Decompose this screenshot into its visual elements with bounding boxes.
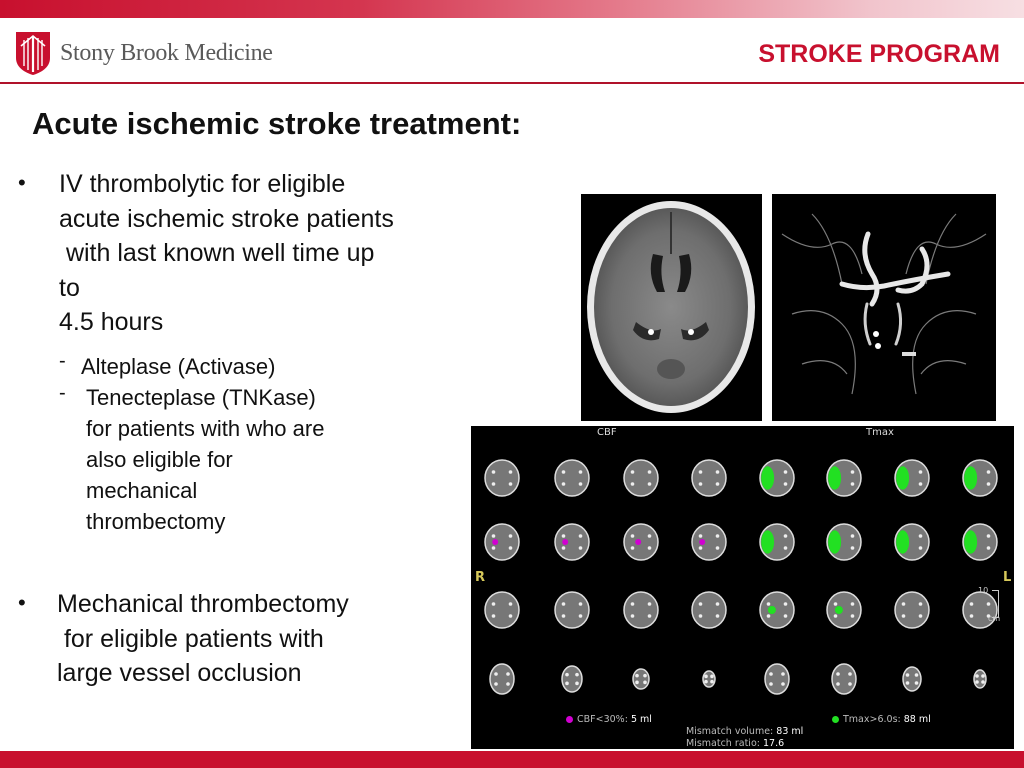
perfusion-slice	[490, 664, 514, 694]
perfusion-slice	[624, 460, 658, 496]
subitem-2-line-1: Tenecteplase (TNKase)	[86, 385, 316, 410]
bullet-2-text	[57, 587, 349, 691]
subitem-2-line-3: also eligible for	[86, 447, 233, 472]
bullet-1-line-3: with last known well time up	[59, 239, 375, 267]
scale-unit: cm	[988, 614, 1001, 623]
slide-title: Acute ischemic stroke treatment:	[32, 106, 522, 141]
mismatch-volume-label: Mismatch volume:	[686, 726, 774, 737]
perfusion-slice	[827, 524, 861, 560]
program-title: STROKE PROGRAM	[758, 40, 1000, 68]
mismatch-volume	[686, 726, 803, 737]
legend-cbf-value: 5 ml	[630, 714, 652, 725]
perfusion-slice	[827, 592, 861, 628]
tmax-dot-icon	[832, 716, 839, 723]
subitem-2	[86, 382, 324, 537]
perfusion-slice	[827, 460, 861, 496]
perfusion-slice	[974, 670, 986, 688]
bottom-bar	[0, 751, 1024, 768]
perfusion-slices	[471, 426, 1014, 749]
scale-value: 10	[978, 586, 989, 595]
perfusion-slice	[692, 592, 726, 628]
perfusion-slice	[624, 592, 658, 628]
cta-angiography-image	[772, 194, 996, 421]
perfusion-slice	[760, 524, 794, 560]
mismatch-ratio-label: Mismatch ratio:	[686, 738, 760, 749]
bullet-1-line-2: acute ischemic stroke patients	[59, 204, 394, 233]
vessels-icon	[772, 194, 996, 421]
mismatch-volume-value: 83 ml	[776, 726, 804, 737]
perfusion-slice	[485, 460, 519, 496]
bullet-2-line-2: for eligible patients with	[57, 624, 324, 653]
perfusion-panel	[471, 426, 1014, 749]
perfusion-slice	[760, 592, 794, 628]
perfusion-slice	[895, 524, 929, 560]
legend-tmax	[832, 714, 931, 725]
top-stripe	[0, 0, 1024, 18]
bullet-2-line-3: large vessel occlusion	[57, 659, 302, 687]
shield-logo-icon	[14, 30, 52, 76]
perfusion-slice	[485, 592, 519, 628]
header	[0, 18, 1024, 82]
mismatch-ratio	[686, 738, 784, 749]
perfusion-slice	[633, 669, 649, 689]
bullet-2-line-1: Mechanical thrombectomy	[57, 590, 349, 618]
subitem-2-line-5: thrombectomy	[86, 509, 226, 534]
perfusion-slice	[760, 460, 794, 496]
perfusion-slice	[903, 667, 921, 691]
perfusion-slice	[963, 460, 997, 496]
perfusion-slice	[765, 664, 789, 694]
bullet-1-text	[59, 167, 394, 340]
perfusion-slice	[555, 592, 589, 628]
ct-head-image	[581, 194, 762, 421]
mismatch-ratio-value: 17.6	[763, 738, 785, 749]
perfusion-slice	[562, 666, 582, 692]
perfusion-slice	[832, 664, 856, 694]
perfusion-slice	[692, 460, 726, 496]
sub-dash-2: -	[59, 382, 66, 404]
legend-tmax-value: 88 ml	[903, 714, 931, 725]
cbf-dot-icon	[566, 716, 573, 723]
header-divider	[0, 82, 1024, 84]
sub-dash-1: -	[59, 350, 66, 372]
subitem-1	[81, 351, 275, 382]
legend-cbf-label: CBF<30%:	[577, 714, 628, 725]
cbf-label: CBF	[597, 427, 617, 438]
logo-text: Stony Brook Medicine	[60, 39, 273, 66]
legend-tmax-label: Tmax>6.0s:	[843, 714, 901, 725]
ct-brain-icon	[581, 194, 762, 421]
subitem-2-line-4: mechanical	[86, 478, 198, 503]
perfusion-slice	[963, 524, 997, 560]
perfusion-slice	[692, 524, 726, 560]
bullet-dot-1: •	[18, 170, 26, 195]
perfusion-slice	[703, 671, 715, 687]
perfusion-slice	[895, 460, 929, 496]
perfusion-slice	[624, 524, 658, 560]
perfusion-slice	[485, 524, 519, 560]
bullet-dot-2: •	[18, 590, 26, 615]
logo	[14, 30, 273, 76]
legend-cbf	[566, 714, 652, 725]
subitem-1-line-1: Alteplase (Activase)	[81, 354, 276, 379]
right-marker: R	[475, 570, 486, 585]
bullet-1-line-4: to	[59, 273, 80, 302]
bullet-1-line-5: 4.5 hours	[59, 308, 164, 336]
perfusion-slice	[895, 592, 929, 628]
bullet-1-line-1: IV thrombolytic for eligible	[59, 170, 346, 198]
perfusion-slice	[555, 524, 589, 560]
tmax-label: Tmax	[866, 427, 894, 438]
left-marker: L	[1003, 570, 1012, 585]
scale-bar	[974, 586, 1002, 626]
perfusion-slice	[555, 460, 589, 496]
subitem-2-line-2: for patients with who are	[86, 416, 325, 441]
